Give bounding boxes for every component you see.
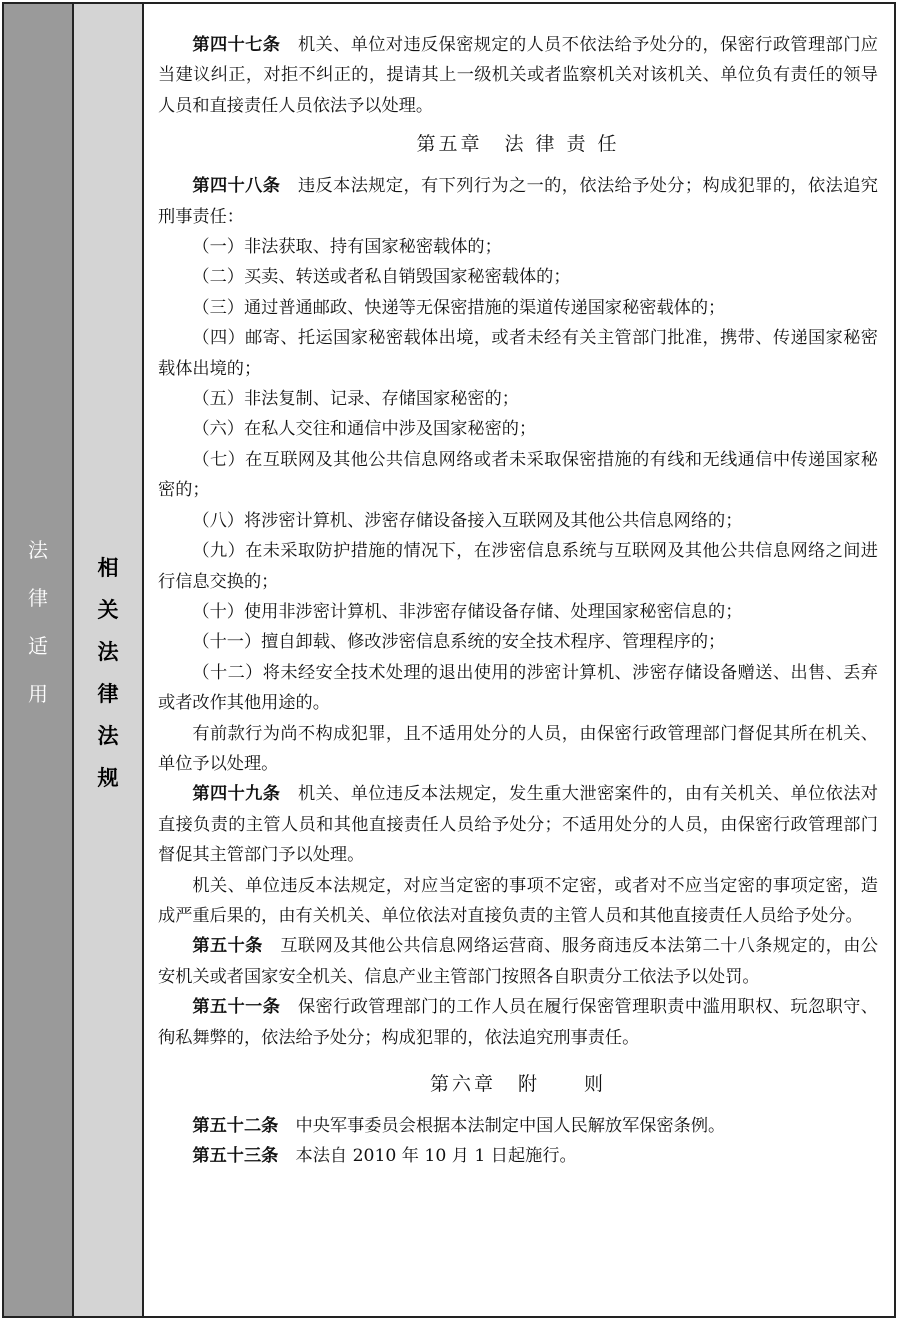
article-text: 本法自 2010 年 10 月 1 日起施行。 (295, 1146, 577, 1167)
category-char: 用 (28, 682, 48, 706)
subcategory-char: 法 (97, 640, 119, 664)
category-column (4, 4, 74, 1316)
article-number: 第四十九条 (192, 784, 281, 805)
category-char: 法 (28, 538, 48, 562)
list-item: （六）在私人交往和通信中涉及国家秘密的； (192, 419, 537, 440)
subcategory-char: 规 (97, 766, 119, 790)
list-item: （七）在互联网及其他公共信息网络或者未采取保密措施的有线和无线通信中传递国家秘密的； (158, 449, 878, 501)
subcategory-char: 法 (97, 724, 119, 748)
article-number: 第五十二条 (192, 1116, 279, 1136)
category-char: 适 (28, 634, 48, 658)
article-47 (158, 30, 878, 121)
article-number: 第四十八条 (192, 176, 281, 197)
law-text (144, 4, 894, 1316)
list-item: （四）邮寄、托运国家秘密载体出境，或者未经有关主管部门批准，携带、传递国家秘密载体出境的； (158, 328, 878, 379)
article-52 (158, 1111, 878, 1141)
article-text: 机关、单位对违反保密规定的人员不依法给予处分的，保密行政管理部门应当建议纠正，对拒不纠正的，提请其上一级机关或者监察机关对该机关、单位负有责任的领导人员和直接责任人员依法予以处理。 (158, 35, 878, 116)
article-48 (158, 171, 878, 232)
category-char: 律 (28, 586, 48, 610)
list-item: （三）通过普通邮政、快递等无保密措施的渠道传递国家秘密载体的； (192, 297, 726, 318)
chapter-5-heading: 第五章 法 律 责 任 (416, 133, 620, 156)
article-50 (158, 931, 878, 992)
subcategory-label (74, 547, 142, 799)
article-49-paragraph-2: 机关、单位违反本法规定，对应当定密的事项不定密，或者对不应当定密的事项定密，造成严重后果的，由有关机关、单位依法对直接负责的主管人员和其他直接责任人员给予处分。 (158, 875, 878, 926)
list-item: （五）非法复制、记录、存储国家秘密的； (192, 389, 519, 410)
list-item: （八）将涉密计算机、涉密存储设备接入互联网及其他公共信息网络的； (192, 510, 743, 531)
list-item: （一）非法获取、持有国家秘密载体的； (192, 237, 502, 258)
subcategory-column (74, 4, 144, 1316)
article-number: 第五十三条 (192, 1146, 279, 1167)
article-number: 第五十一条 (192, 997, 281, 1018)
subcategory-char: 关 (97, 598, 119, 622)
list-item: （十一）擅自卸载、修改涉密信息系统的安全技术程序、管理程序的； (192, 632, 726, 653)
article-text: 违反本法规定，有下列行为之一的，依法给予处分；构成犯罪的，依法追究刑事责任： (158, 176, 878, 227)
article-text: 机关、单位违反本法规定，发生重大泄密案件的，由有关机关、单位依法对直接负责的主管人员和其他直接责任人员给予处分；不适用处分的人员，由保密行政管理部门督促其主管部门予以处理。 (158, 784, 878, 866)
article-51 (158, 992, 878, 1053)
list-item: （十）使用非涉密计算机、非涉密存储设备存储、处理国家秘密信息的； (192, 601, 743, 622)
article-number: 第五十条 (192, 936, 263, 957)
category-label (4, 526, 72, 718)
subcategory-char: 律 (97, 682, 119, 706)
article-text: 中央军事委员会根据本法制定中国人民解放军保密条例。 (295, 1116, 726, 1136)
subcategory-char: 相 (97, 556, 119, 580)
list-item: （二）买卖、转送或者私自销毁国家秘密载体的； (192, 267, 571, 288)
article-49 (158, 779, 878, 870)
article-48-tail: 有前款行为尚不构成犯罪，且不适用处分的人员，由保密行政管理部门督促其所在机关、单位予以处理。 (158, 723, 878, 774)
list-item: （九）在未采取防护措施的情况下，在涉密信息系统与互联网及其他公共信息网络之间进行信息交换的； (158, 541, 878, 592)
article-53 (158, 1141, 878, 1171)
chapter-6-heading: 第六章 附 则 (429, 1073, 606, 1095)
article-text: 保密行政管理部门的工作人员在履行保密管理职责中滥用职权、玩忽职守、徇私舞弊的，依法给予处分；构成犯罪的，依法追究刑事责任。 (158, 997, 878, 1048)
article-text: 互联网及其他公共信息网络运营商、服务商违反本法第二十八条规定的，由公安机关或者国家安全机关、信息产业主管部门按照各自职责分工依法予以处罚。 (158, 936, 878, 987)
article-number: 第四十七条 (192, 35, 281, 55)
page-frame (2, 2, 896, 1318)
list-item: （十二）将未经安全技术处理的退出使用的涉密计算机、涉密存储设备赠送、出售、丢弃或者改作其他用途的。 (158, 662, 878, 714)
